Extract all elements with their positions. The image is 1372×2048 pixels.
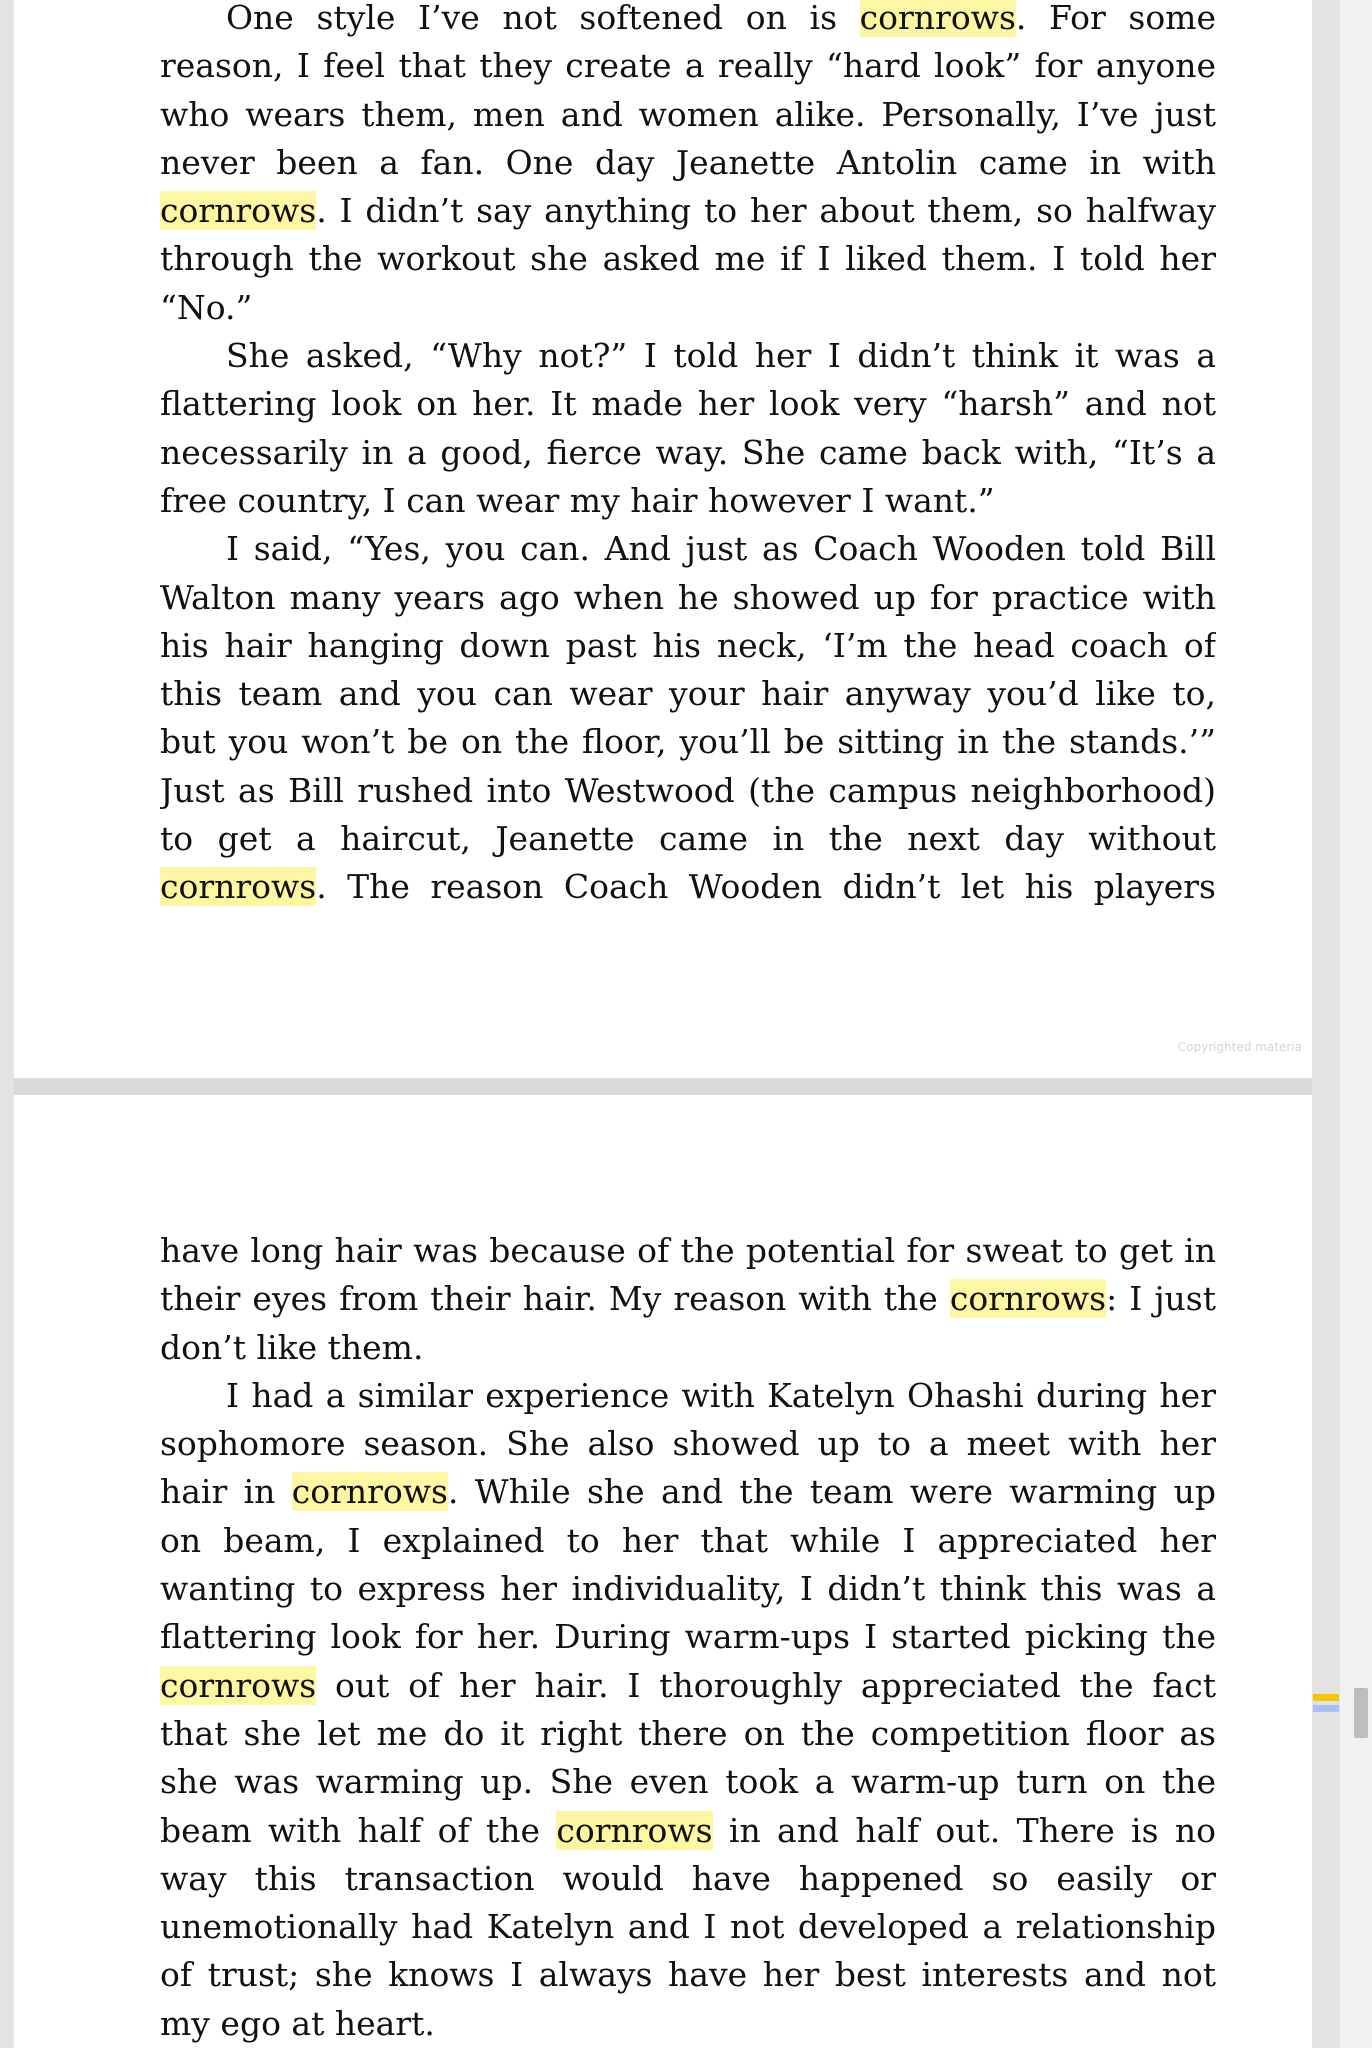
book-page-top — [14, 0, 1312, 1078]
search-result-marker[interactable] — [1313, 1694, 1339, 1701]
search-highlight: cornrows — [160, 1665, 317, 1705]
text-segment: “No.” — [160, 287, 253, 327]
text-segment: flattering look for her. During warm-ups I started picking the — [160, 1617, 1216, 1657]
book-page-bottom — [14, 1095, 1312, 2048]
text-line — [160, 767, 1216, 815]
text-segment: don’t like them. — [160, 1327, 424, 1367]
text-line — [160, 1227, 1216, 1275]
page-divider — [14, 1078, 1312, 1095]
text-line — [160, 0, 1216, 42]
text-line — [160, 1903, 1216, 1951]
text-segment: but you won’t be on the floor, you’ll be sitting in the stands.’” — [160, 722, 1216, 762]
text-line — [160, 1372, 1216, 1420]
text-segment: flattering look on her. It made her look very “harsh” and not — [160, 384, 1216, 424]
text-line — [160, 91, 1216, 139]
text-line — [160, 235, 1216, 283]
text-segment: my ego at heart. — [160, 2003, 435, 2043]
text-segment: wanting to express her individuality, I didn’t think this was a — [160, 1569, 1216, 1609]
text-segment: who wears them, men and women alike. Personally, I’ve just — [160, 94, 1216, 134]
text-line — [160, 670, 1216, 718]
text-line — [160, 1951, 1216, 1999]
text-segment: his hair hanging down past his neck, ‘I’m the head coach of — [160, 625, 1216, 665]
page-text-top — [160, 0, 1216, 912]
text-line — [160, 332, 1216, 380]
text-line — [160, 284, 1216, 332]
text-line — [160, 574, 1216, 622]
text-line — [160, 2000, 1216, 2048]
search-highlight: cornrows — [291, 1472, 448, 1512]
text-line — [160, 187, 1216, 235]
text-segment: Just as Bill rushed into Westwood (the campus neighborhood) — [160, 770, 1216, 810]
scrollbar-thumb[interactable] — [1354, 1688, 1368, 1738]
text-line — [160, 1275, 1216, 1323]
vertical-scrollbar[interactable] — [1340, 0, 1372, 2048]
text-line — [160, 1758, 1216, 1806]
text-line — [160, 1662, 1216, 1710]
text-segment: free country, I can wear my hair however I want.” — [160, 480, 995, 520]
text-segment: beam with half of the — [160, 1810, 557, 1850]
text-line — [160, 863, 1216, 911]
text-segment: necessarily in a good, fierce way. She came back with, “It’s a — [160, 432, 1216, 472]
text-line — [160, 429, 1216, 477]
text-segment: Walton many years ago when he showed up for practice with — [160, 577, 1216, 617]
text-line — [160, 1710, 1216, 1758]
text-line — [160, 42, 1216, 90]
text-segment: she was warming up. She even took a warm-up turn on the — [160, 1762, 1216, 1802]
text-line — [160, 1807, 1216, 1855]
text-line — [160, 1517, 1216, 1565]
text-line — [160, 1468, 1216, 1516]
text-segment: She asked, “Why not?” I told her I didn’t think it was a — [226, 336, 1216, 376]
text-segment: out of her hair. I thoroughly appreciated the fact — [316, 1665, 1216, 1705]
text-line — [160, 1855, 1216, 1903]
text-segment: of trust; she knows I always have her best interests and not — [160, 1955, 1216, 1995]
text-segment: way this transaction would have happened so easily or — [160, 1858, 1216, 1898]
current-position-marker[interactable] — [1313, 1705, 1339, 1712]
text-segment: this team and you can wear your hair anyway you’d like to, — [160, 674, 1216, 714]
text-segment: their eyes from their hair. My reason with the — [160, 1279, 950, 1319]
text-segment: I had a similar experience with Katelyn Ohashi during her — [226, 1375, 1216, 1415]
text-line — [160, 1324, 1216, 1372]
text-segment: have long hair was because of the potential for sweat to get in — [160, 1231, 1216, 1270]
text-line — [160, 525, 1216, 573]
text-line — [160, 477, 1216, 525]
text-segment: sophomore season. She also showed up to a meet with her — [160, 1424, 1216, 1464]
copyright-watermark: Copyrighted materia — [1177, 1040, 1302, 1054]
text-segment: never been a fan. One day Jeanette Antolin came in with — [160, 142, 1216, 182]
search-highlight: cornrows — [859, 0, 1016, 37]
search-highlight: cornrows — [556, 1810, 713, 1850]
text-line — [160, 815, 1216, 863]
text-segment: unemotionally had Katelyn and I not developed a relationship — [160, 1907, 1216, 1947]
text-segment: that she let me do it right there on the competition floor as — [160, 1713, 1216, 1753]
search-highlight: cornrows — [949, 1279, 1107, 1319]
text-segment: . While she and the team were warming up — [447, 1472, 1216, 1512]
text-segment: through the workout she asked me if I liked them. I told her — [160, 239, 1216, 279]
text-segment: hair in — [160, 1472, 292, 1512]
text-line — [160, 1420, 1216, 1468]
text-segment: : I just — [1106, 1279, 1216, 1319]
text-line — [160, 718, 1216, 766]
text-segment: . The reason Coach Wooden didn’t let his players — [316, 867, 1216, 907]
text-line — [160, 1565, 1216, 1613]
text-segment: . I didn’t say anything to her about them, so halfway — [316, 191, 1216, 231]
text-segment: reason, I feel that they create a really “hard look” for anyone — [160, 46, 1216, 86]
page-text-bottom — [160, 1227, 1216, 2048]
search-highlight: cornrows — [160, 867, 317, 907]
search-highlight: cornrows — [160, 191, 317, 231]
text-segment: I said, “Yes, you can. And just as Coach Wooden told Bill — [226, 529, 1216, 569]
text-segment: in and half out. There is no — [712, 1810, 1216, 1850]
text-line — [160, 380, 1216, 428]
text-line — [160, 1613, 1216, 1661]
text-line — [160, 622, 1216, 670]
text-segment: . For some — [1015, 0, 1216, 37]
text-line — [160, 139, 1216, 187]
text-segment: One style I’ve not softened on is — [226, 0, 860, 37]
text-segment: on beam, I explained to her that while I appreciated her — [160, 1520, 1216, 1560]
text-segment: to get a haircut, Jeanette came in the next day without — [160, 819, 1216, 859]
